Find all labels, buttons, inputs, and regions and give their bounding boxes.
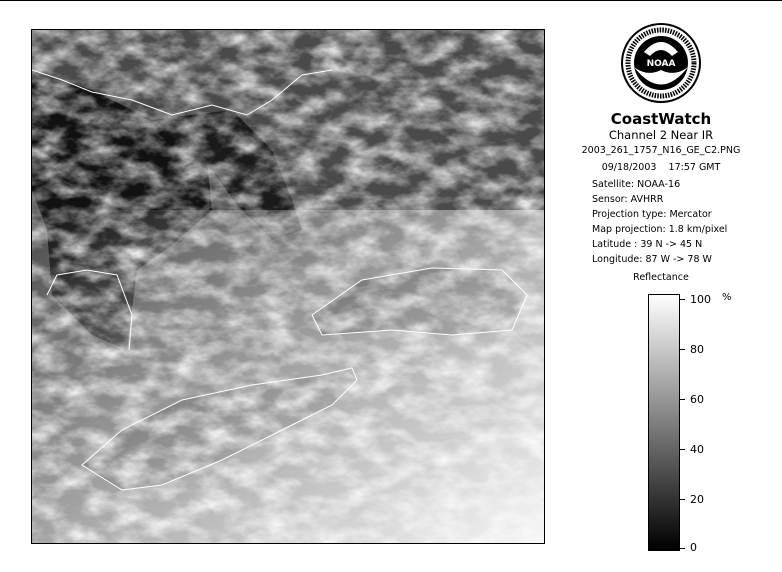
colorbar-tick	[679, 499, 685, 500]
satellite-image[interactable]	[31, 29, 545, 544]
colorbar-tick-label: 80	[690, 343, 704, 356]
date-time	[560, 162, 762, 173]
file-name: 2003_261_1757_N16_GE_C2.PNG	[581, 145, 741, 156]
info-longitude: Longitude: 87 W -> 78 W	[592, 254, 712, 265]
info-projection-type: Projection type: Mercator	[592, 209, 712, 220]
colorbar-tick	[679, 299, 685, 300]
cloud-band	[32, 210, 544, 543]
colorbar-unit: %	[722, 292, 732, 303]
time-value: 17:57 GMT	[668, 162, 721, 173]
colorbar-tick	[679, 548, 685, 549]
top-border	[0, 0, 782, 1]
colorbar-tick	[679, 349, 685, 350]
colorbar-tick-label: 40	[690, 443, 704, 456]
app-title: CoastWatch	[610, 110, 712, 128]
colorbar-tick-label: 20	[690, 493, 704, 506]
colorbar-tick-label: 0	[690, 541, 697, 554]
colorbar-tick	[679, 449, 685, 450]
satellite-map-svg	[32, 30, 544, 543]
colorbar-tick-label: 60	[690, 393, 704, 406]
colorbar-tick-label: 100	[690, 293, 711, 306]
noaa-logo	[620, 22, 702, 104]
svg-text:NOAA: NOAA	[646, 59, 676, 69]
info-latitude: Latitude : 39 N -> 45 N	[592, 239, 703, 250]
colorbar	[648, 294, 680, 551]
info-satellite: Satellite: NOAA-16	[592, 179, 681, 190]
channel-subtitle: Channel 2 Near IR	[608, 128, 714, 142]
info-sensor: Sensor: AVHRR	[592, 194, 664, 205]
colorbar-tick	[679, 399, 685, 400]
colorbar-title: Reflectance	[633, 272, 689, 283]
info-map-projection: Map projection: 1.8 km/pixel	[592, 224, 728, 235]
date-value: 09/18/2003	[601, 162, 657, 173]
